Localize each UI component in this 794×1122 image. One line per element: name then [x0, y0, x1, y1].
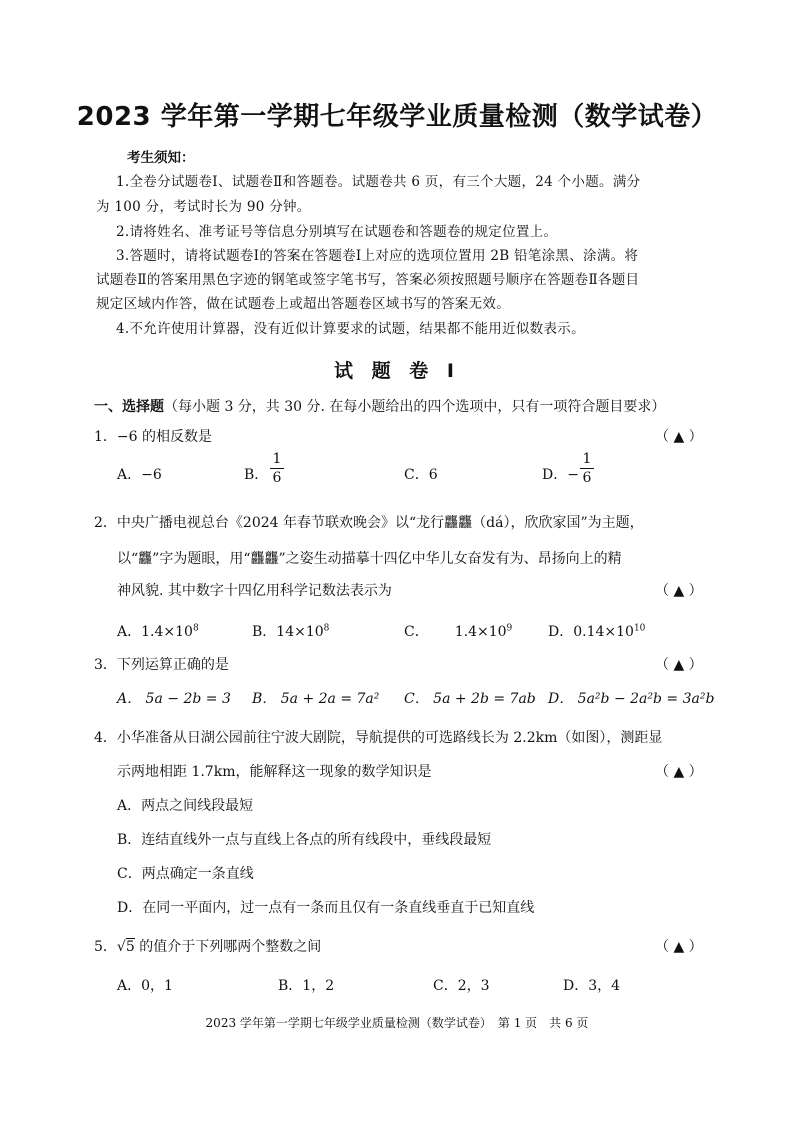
part-label: 一、选择题: [94, 399, 164, 415]
q4-option-a: A．两点之间线段最短: [117, 798, 254, 814]
question-text: 的值介于下列哪两个整数之间: [134, 939, 322, 955]
answer-mark: （ ▲ ）: [655, 429, 703, 445]
q1-option-a: A．−6: [117, 467, 162, 483]
q1-option-b: [244, 464, 268, 484]
part-description: （每小题 3 分，共 30 分. 在每小题给出的四个选项中，只有一项符合题目要求）: [164, 399, 666, 415]
option-value: 1.4×10: [454, 624, 507, 640]
question-5-stem: [94, 936, 321, 956]
option-value: 1.4×10: [141, 624, 193, 640]
denominator: 6: [582, 470, 592, 486]
q5-option-b: B．1，2: [278, 978, 335, 994]
q1-option-d: [542, 464, 579, 484]
q2-option-c: [404, 621, 512, 641]
question-number: 5．: [94, 939, 117, 955]
question-1-stem: 1．−6 的相反数是: [94, 429, 212, 445]
q3-option-a: A． 5a − 2b = 3: [117, 691, 231, 707]
question-3-stem: 3．下列运算正确的是: [94, 657, 229, 673]
denominator: 6: [272, 470, 282, 486]
radicand: 5: [125, 939, 135, 955]
q3-option-d: D． 5a²b − 2a²b = 3a²b: [548, 691, 715, 707]
answer-mark: （ ▲ ）: [655, 939, 703, 955]
notice-line: 3.答题时，请将试题卷Ⅰ的答案在答题卷Ⅰ上对应的选项位置用 2B 铅笔涂黑、涂满。将: [116, 248, 639, 264]
fraction: [580, 451, 594, 486]
option-label: B．: [252, 624, 277, 640]
option-value: 0.14×10: [573, 624, 634, 640]
option-value: 14×10: [276, 624, 324, 640]
exponent: 8: [192, 623, 199, 634]
numerator: 1: [272, 451, 282, 467]
q2-option-b: [252, 621, 329, 641]
q4-option-b: B．连结直线外一点与直线上各点的所有线段中，垂线段最短: [117, 832, 492, 848]
fraction: [270, 451, 284, 486]
exponent: 9: [506, 623, 513, 634]
answer-mark: （ ▲ ）: [655, 583, 703, 599]
part-heading: [94, 396, 665, 416]
q3-option-c: C． 5a + 2b = 7ab: [404, 691, 536, 707]
question-2-stem-cont: 以“龘”字为题眼，用“龘龘”之姿生动描摹十四亿中华儿女奋发有为、昂扬向上的精: [117, 551, 622, 567]
q4-option-d: D．在同一平面内，过一点有一条而且仅有一条直线垂直于已知直线: [117, 900, 535, 916]
notice-line: 试题卷Ⅱ的答案用黑色字迹的钢笔或签字笔书写，答案必须按照题号顺序在答题卷Ⅱ各题目: [96, 272, 640, 288]
notice-line: 1.全卷分试题卷Ⅰ、试题卷Ⅱ和答题卷。试题卷共 6 页，有三个大题，24 个小题。满分: [116, 174, 641, 190]
notice-line: 2.请将姓名、准考证号等信息分别填写在试题卷和答题卷的规定位置上。: [116, 224, 558, 240]
question-4-stem: 4．小华准备从日湖公园前往宁波大剧院，导航提供的可选路线长为 2.2km（如图），测距显: [94, 730, 663, 746]
q4-option-c: C．两点确定一条直线: [117, 866, 254, 882]
q5-option-a: A．0，1: [117, 978, 173, 994]
q2-option-d: [548, 621, 645, 641]
answer-mark: （ ▲ ）: [655, 764, 703, 780]
q5-option-d: D．3，4: [563, 978, 621, 994]
q3-option-b: B． 5a + 2a = 7a²: [252, 691, 380, 707]
notice-heading: 考生须知：: [127, 150, 195, 166]
question-2-stem-cont: 神风貌. 其中数字十四亿用科学记数法表示为: [117, 583, 392, 599]
exponent: 10: [633, 623, 646, 634]
option-label: B．: [244, 467, 269, 483]
answer-mark: （ ▲ ）: [655, 657, 703, 673]
option-label: D．−: [542, 467, 579, 483]
question-4-stem-cont: 示两地相距 1.7km，能解释这一现象的数学知识是: [117, 764, 432, 780]
option-label: C．: [404, 624, 429, 640]
numerator: 1: [582, 451, 592, 467]
q2-option-a: [117, 621, 199, 641]
option-label: D．: [548, 624, 574, 640]
radical-sign: √: [116, 939, 126, 955]
page-footer: 2023 学年第一学期七年级学业质量检测（数学试卷） 第 1 页 共 6 页: [205, 1016, 589, 1030]
question-2-stem: 2．中央广播电视总台《2024 年春节联欢晚会》以“龙行龘龘（dá），欣欣家国”为主题，: [94, 515, 644, 531]
option-label: A．: [117, 624, 142, 640]
q5-option-c: C．2，3: [433, 978, 490, 994]
exam-title: 2023 学年第一学期七年级学业质量检测（数学试卷）: [76, 102, 718, 132]
exponent: 8: [323, 623, 330, 634]
section-title: 试 题 卷 Ⅰ: [334, 360, 460, 382]
notice-line: 为 100 分，考试时长为 90 分钟。: [96, 199, 311, 215]
q1-option-c: C．6: [404, 467, 438, 483]
notice-line: 4.不允许使用计算器，没有近似计算要求的试题，结果都不能用近似数表示。: [116, 321, 585, 337]
notice-line: 规定区域内作答，做在试题卷上或超出答题卷区域书写的答案无效。: [96, 296, 510, 312]
